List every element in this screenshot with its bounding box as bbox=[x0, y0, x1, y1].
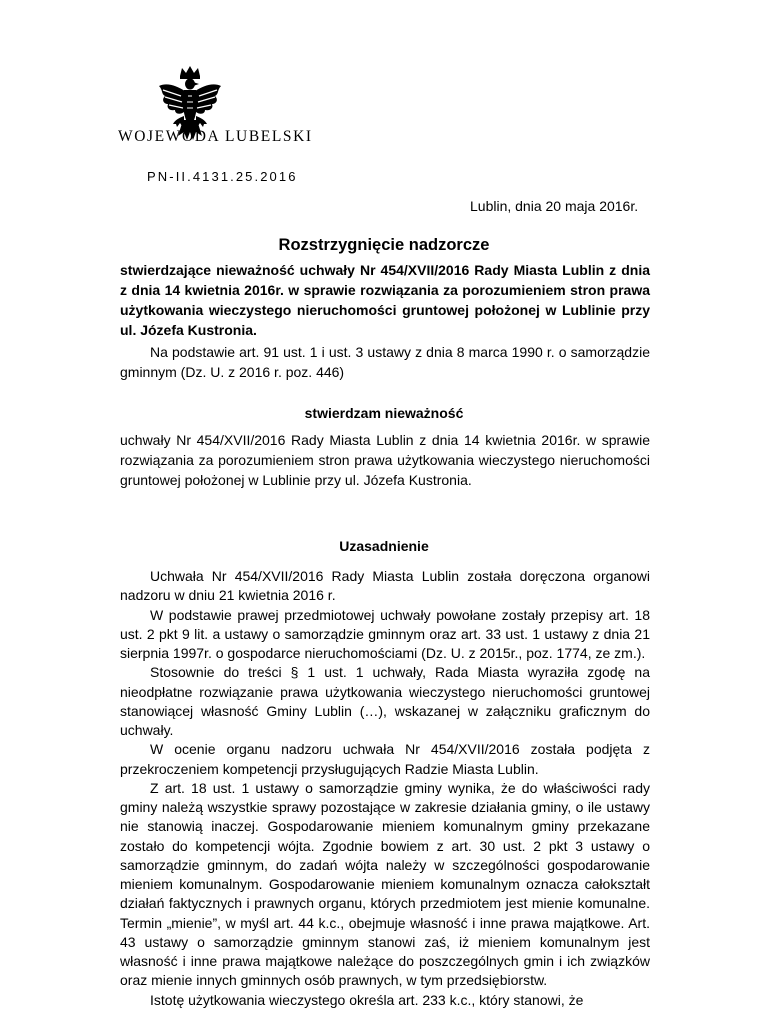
place-and-date: Lublin, dnia 20 maja 2016r. bbox=[470, 198, 639, 214]
document-subtitle: stwierdzające nieważność uchwały Nr 454/XVII/2016 Rady Miasta Lublin z dnia z dnia 14 kwietnia 2016r. w sprawie rozwiązania za porozumieniem stron prawa użytkowania wieczystego nieruchomości gruntowej położonej w Lublinie przy ul. Józefa Kustronia. bbox=[120, 262, 650, 338]
case-signature: PN-II.4131.25.2016 bbox=[147, 169, 298, 184]
issuing-office-name: WOJEWODA LUBELSKI bbox=[118, 128, 313, 145]
justification-paragraph: W podstawie prawej przedmiotowej uchwały powołane zostały przepisy art. 18 ust. 2 pkt 9 lit. a ustawy o samorządzie gminnym oraz art. 33 ust. 1 ustawy z dnia 21 sierpnia 1997r. o gospodarce nieruchomościami (Dz. U. z 2015r., poz. 1774, ze zm.). bbox=[120, 606, 650, 661]
legal-basis: Na podstawie art. 91 ust. 1 i ust. 3 ustawy z dnia 8 marca 1990 r. o samorządzie gminnym (Dz. U. z 2016 r. poz. 446) bbox=[120, 344, 650, 380]
decision-heading: stwierdzam nieważność bbox=[304, 405, 464, 421]
justification-paragraph: Stosownie do treści § 1 ust. 1 uchwały, Rada Miasta wyraziła zgodę na nieodpłatne rozwiązanie prawa użytkowania wieczystego nieruchomości gruntowej stanowiącej własność Gminy Lublin (…), wskazanej w załączniku graficznym do uchwały. bbox=[120, 664, 650, 738]
document-title: Rozstrzygnięcie nadzorcze bbox=[278, 236, 490, 254]
justification-body bbox=[120, 567, 650, 1010]
justification-paragraph: Istotę użytkowania wieczystego określa art. 233 k.c., który stanowi, że bbox=[150, 991, 584, 1008]
justification-heading: Uzasadnienie bbox=[339, 538, 429, 554]
justification-paragraph: Z art. 18 ust. 1 ustawy o samorządzie gminy wynika, że do właściwości rady gminy należą wszystkie sprawy pozostające w zakresie działania gminy, o ile ustawy nie stanowią inaczej. Gospodarowanie mieniem komunalnym gminy przekazane zostało do kompetencji wójta. Zgodnie bowiem z art. 30 ust. 2 pkt 3 ustawy o samorządzie gminnym, do zadań wójta należy w szczególności gospodarowanie mieniem komunalnym. Gospodarowanie mieniem komunalnym oznacza całokształt działań faktycznych i prawnych organu, których przedmiotem jest mienie komunalne. Termin „mienie”, w myśl art. 44 k.c., obejmuje własność i inne prawa majątkowe. Art. 43 ustawy o samorządzie gminnym stanowi zaś, iż mieniem komunalnym jest własność i inne prawa majątkowe należące do poszczególnych gmin i ich związków oraz mienie innych gminnych osób prawnych, w tym przedsiębiorstw. bbox=[120, 779, 650, 989]
justification-paragraph: Uchwała Nr 454/XVII/2016 Rady Miasta Lublin została doręczona organowi nadzoru w dniu 21 kwietnia 2016 r. bbox=[120, 568, 650, 604]
decision-text: uchwały Nr 454/XVII/2016 Rady Miasta Lublin z dnia 14 kwietnia 2016r. w sprawie rozwiązania za porozumieniem stron prawa użytkowania wieczystego nieruchomości gruntowej położonej w Lublinie przy ul. Józefa Kustronia. bbox=[120, 432, 650, 488]
justification-paragraph: W ocenie organu nadzoru uchwała Nr 454/XVII/2016 została podjęta z przekroczeniem kompetencji przysługujących Radzie Miasta Lublin. bbox=[120, 741, 650, 777]
